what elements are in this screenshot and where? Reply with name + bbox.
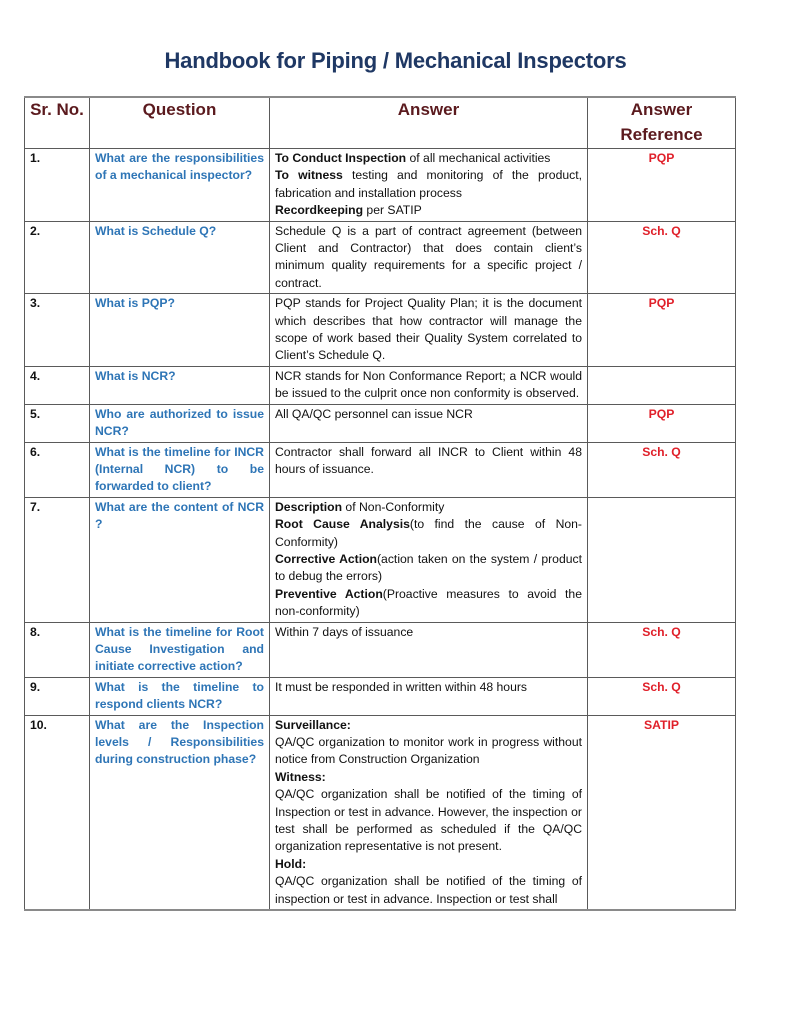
answer-line <box>275 368 582 403</box>
answer-line-heading: Surveillance: <box>275 717 351 732</box>
answer-line <box>275 873 582 908</box>
table-row <box>25 715 736 910</box>
row-question: What are the content of NCR ? <box>90 497 270 622</box>
answer-line-text: It must be responded in written within 48 hours <box>275 679 528 694</box>
row-sr-no: 2. <box>25 221 90 294</box>
answer-line-heading: Description <box>275 499 343 514</box>
row-answer-reference: Sch. Q <box>588 442 736 497</box>
row-answer-reference: PQP <box>588 294 736 367</box>
row-answer-reference: Sch. Q <box>588 221 736 294</box>
row-answer <box>270 677 588 715</box>
answer-line-heading: Preventive Action <box>275 586 383 601</box>
row-answer <box>270 404 588 442</box>
answer-line-text: Schedule Q is a part of contract agreement (between Client and Contractor) that does contain client’s minimum quality requirements for a specific project / contract. <box>275 223 582 290</box>
answer-line <box>275 202 582 219</box>
answer-line-text: PQP stands for Project Quality Plan; it is the document which describes that how contractor will manage the scope of work based their Quality System correlated to Client’s Schedule Q. <box>275 296 582 363</box>
row-answer <box>270 715 588 910</box>
row-answer-reference <box>588 497 736 622</box>
row-answer-reference: SATIP <box>588 715 736 910</box>
answer-line-heading: Corrective Action <box>275 551 377 566</box>
table-row <box>25 149 736 222</box>
answer-line-text: per SATIP <box>363 203 422 218</box>
row-spacer <box>275 641 582 658</box>
answer-line-text: QA/QC organization shall be notified of the timing of inspection or test in advance. Inspection or test shall <box>275 874 582 906</box>
row-answer <box>270 221 588 294</box>
row-question: What is PQP? <box>90 294 270 367</box>
table-header-row <box>25 97 736 149</box>
answer-line-text: of Non-Conformity <box>342 499 445 514</box>
answer-line <box>275 856 582 873</box>
answer-line <box>275 223 582 293</box>
row-spacer <box>275 696 582 713</box>
answer-line-text: Contractor shall forward all INCR to Client within 48 hours of issuance. <box>275 444 582 476</box>
row-answer-reference: PQP <box>588 149 736 222</box>
row-sr-no: 7. <box>25 497 90 622</box>
answer-line <box>275 499 582 516</box>
answer-line-heading: Witness: <box>275 769 326 784</box>
table-row <box>25 442 736 497</box>
answer-line <box>275 769 582 786</box>
qa-table <box>24 96 736 911</box>
table-row <box>25 294 736 367</box>
answer-line-text: NCR stands for Non Conformance Report; a NCR would be issued to the culprit once non conformity is observed. <box>275 368 582 401</box>
answer-line <box>275 167 582 202</box>
answer-line-text: QA/QC organization shall be notified of the timing of Inspection or test in advance. However, the inspection or test shall be performed as scheduled if the QA/QC organization representative is not present. <box>275 787 582 854</box>
row-sr-no: 1. <box>25 149 90 222</box>
header-sr-no <box>25 97 90 149</box>
row-sr-no: 5. <box>25 404 90 442</box>
row-question: Who are authorized to issue NCR? <box>90 404 270 442</box>
row-answer <box>270 497 588 622</box>
answer-line <box>275 444 582 479</box>
answer-line <box>275 624 582 641</box>
row-question: What is the timeline to respond clients NCR? <box>90 677 270 715</box>
row-question: What are the responsibilities of a mechanical inspector? <box>90 149 270 222</box>
table-row <box>25 622 736 677</box>
row-answer-reference <box>588 366 736 404</box>
row-answer-reference: Sch. Q <box>588 622 736 677</box>
row-sr-no: 8. <box>25 622 90 677</box>
row-sr-no: 3. <box>25 294 90 367</box>
row-answer-reference: Sch. Q <box>588 677 736 715</box>
row-answer <box>270 149 588 222</box>
answer-line-text: (Proactive measures to avoid the non-conformity) <box>275 586 582 619</box>
row-sr-no: 10. <box>25 715 90 910</box>
table-row <box>25 677 736 715</box>
answer-line-heading: Root Cause Analysis <box>275 517 410 532</box>
row-answer <box>270 622 588 677</box>
answer-line-text: All QA/QC personnel can issue NCR <box>275 406 473 421</box>
row-answer <box>270 366 588 404</box>
row-sr-no: 9. <box>25 677 90 715</box>
header-question: Question <box>90 97 270 149</box>
row-sr-no: 6. <box>25 442 90 497</box>
answer-line-text: of all mechanical activities <box>406 151 551 165</box>
answer-line <box>275 786 582 856</box>
answer-line <box>275 295 582 365</box>
row-answer-reference: PQP <box>588 404 736 442</box>
row-sr-no: 4. <box>25 366 90 404</box>
answer-line <box>275 586 582 621</box>
row-question: What is NCR? <box>90 366 270 404</box>
row-answer <box>270 442 588 497</box>
answer-line-text: Within 7 days of issuance <box>275 624 414 639</box>
header-sr-no-label: Sr. No. <box>30 100 84 119</box>
header-answer-reference: Answer Reference <box>588 97 736 149</box>
row-question: What are the Inspection levels / Responsibilities during construction phase? <box>90 715 270 910</box>
table-row <box>25 404 736 442</box>
answer-line <box>275 516 582 551</box>
answer-line <box>275 679 582 696</box>
answer-line-text: QA/QC organization to monitor work in progress without notice from Construction Organization <box>275 735 582 767</box>
row-question: What is the timeline for INCR (Internal NCR) to be forwarded to client? <box>90 442 270 497</box>
table-row <box>25 366 736 404</box>
table-row <box>25 497 736 622</box>
row-answer <box>270 294 588 367</box>
row-question: What is Schedule Q? <box>90 221 270 294</box>
answer-line-heading: To witness <box>275 168 343 183</box>
answer-line-heading: Recordkeeping <box>275 203 364 218</box>
answer-line <box>275 717 582 734</box>
answer-line <box>275 551 582 586</box>
answer-line-heading: To Conduct Inspection <box>275 151 407 165</box>
answer-line <box>275 150 582 167</box>
row-question: What is the timeline for Root Cause Investigation and initiate corrective action? <box>90 622 270 677</box>
answer-line <box>275 406 582 423</box>
document-title: Handbook for Piping / Mechanical Inspectors <box>164 48 627 73</box>
answer-line-heading: Hold: <box>275 856 307 871</box>
answer-line <box>275 734 582 769</box>
header-answer: Answer <box>270 97 588 149</box>
answer-line-text: (to find the cause of Non-Conformity) <box>275 517 582 549</box>
answer-line-text: testing and monitoring of the product, fabrication and installation process <box>275 168 583 200</box>
answer-line-text: (action taken on the system / product to debug the errors) <box>275 551 582 584</box>
table-row <box>25 221 736 294</box>
